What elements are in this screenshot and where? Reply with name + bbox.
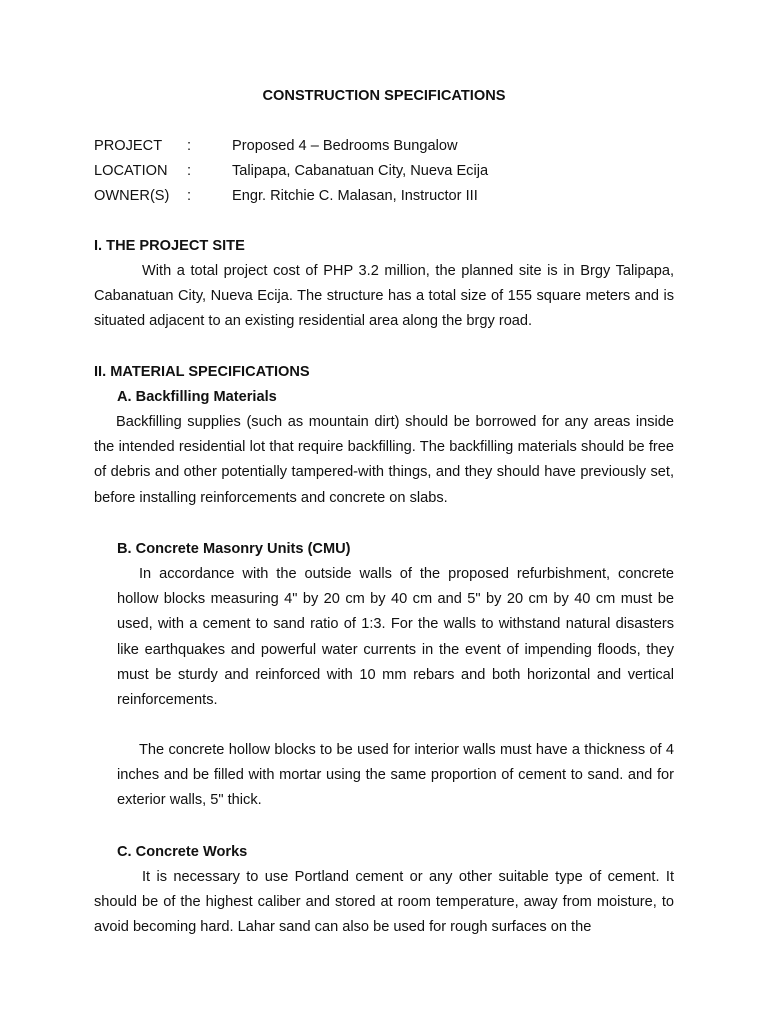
- section-heading-materials: II. MATERIAL SPECIFICATIONS: [94, 364, 310, 380]
- project-site-paragraph: [94, 259, 674, 335]
- info-label: LOCATION: [94, 163, 168, 179]
- subheading-cmu: B. Concrete Masonry Units (CMU): [117, 541, 351, 557]
- cmu-paragraph-2: [117, 738, 674, 814]
- info-value: Talipapa, Cabanatuan City, Nueva Ecija: [232, 163, 489, 179]
- section-heading-project-site: I. THE PROJECT SITE: [94, 238, 245, 254]
- paragraph-text: In accordance with the outside walls of the proposed refurbishment, concrete hollow blocks measuring 4" by 20 cm by 40 cm and 5" by 20 cm by 40 cm must be used, with a cement to sand ratio of 1:3. For the walls to withstand natural disasters like earthquakes and powerful water currents in the event of impending floods, they must be sturdy and reinforced with 10 mm rebars and both horizontal and vertical reinforcements.: [117, 566, 674, 709]
- backfilling-paragraph: [94, 410, 674, 511]
- document-title: CONSTRUCTION SPECIFICATIONS: [262, 88, 506, 104]
- info-separator: :: [187, 163, 192, 179]
- info-value: Proposed 4 – Bedrooms Bungalow: [232, 138, 458, 154]
- concrete-works-paragraph: [94, 865, 674, 941]
- info-separator: :: [187, 188, 192, 204]
- paragraph-text: With a total project cost of PHP 3.2 million, the planned site is in Brgy Talipapa, Cabanatuan City, Nueva Ecija. The structure has a total size of 155 square meters and is situated adjacent to an existing residential area along the brgy road.: [94, 263, 674, 330]
- info-separator: :: [187, 138, 192, 154]
- cmu-paragraph-1: [117, 562, 674, 713]
- info-label: OWNER(S): [94, 188, 170, 204]
- info-value: Engr. Ritchie C. Malasan, Instructor III: [232, 188, 478, 204]
- subheading-concrete-works: C. Concrete Works: [117, 844, 248, 860]
- paragraph-text: It is necessary to use Portland cement or any other suitable type of cement. It should be of the highest caliber and stored at room temperature, away from moisture, to avoid becoming hard. Lahar sand can also be used for rough surfaces on the: [94, 869, 674, 936]
- paragraph-text: Backfilling supplies (such as mountain dirt) should be borrowed for any areas inside the intended residential lot that require backfilling. The backfilling materials should be free of debris and other potentially tampered-with things, and they should have previously set, before installing reinforcements and concrete on slabs.: [94, 414, 674, 506]
- info-label: PROJECT: [94, 138, 163, 154]
- subheading-backfilling: A. Backfilling Materials: [117, 389, 277, 405]
- paragraph-text: The concrete hollow blocks to be used for interior walls must have a thickness of 4 inches and be filled with mortar using the same proportion of cement to sand. and for exterior walls, 5" thick.: [117, 742, 674, 809]
